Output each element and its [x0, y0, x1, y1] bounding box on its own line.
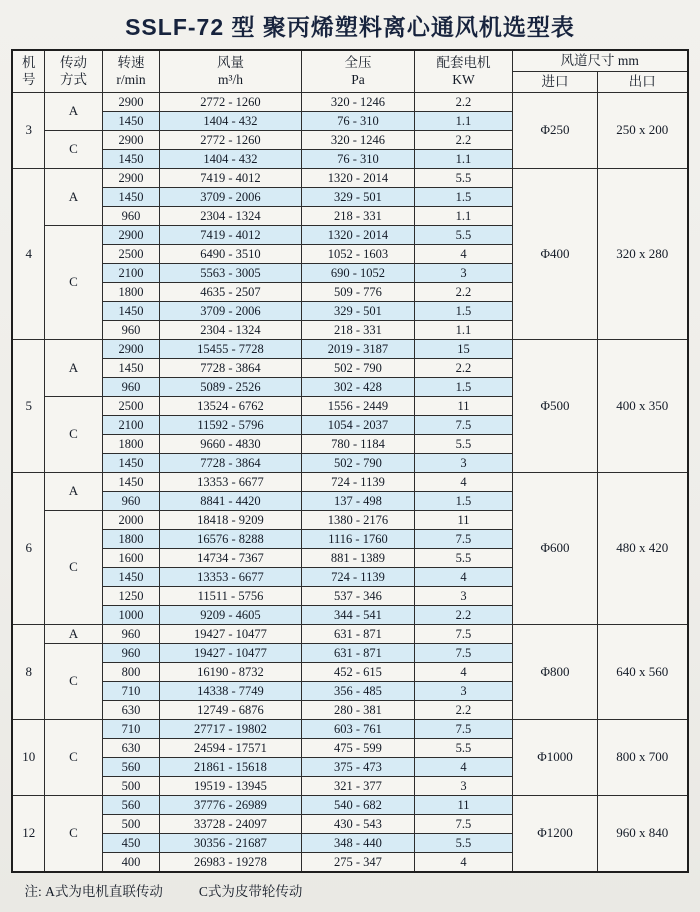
speed-cell: 2500 [102, 396, 159, 415]
airflow-cell: 9660 - 4830 [159, 434, 301, 453]
airflow-cell: 19427 - 10477 [159, 624, 301, 643]
machine-no-cell: 5 [12, 339, 44, 472]
pressure-cell: 76 - 310 [301, 149, 414, 168]
speed-cell: 2100 [102, 263, 159, 282]
airflow-cell: 19427 - 10477 [159, 643, 301, 662]
airflow-cell: 2772 - 1260 [159, 92, 301, 111]
pressure-cell: 502 - 790 [301, 453, 414, 472]
pressure-cell: 218 - 331 [301, 206, 414, 225]
pressure-cell: 509 - 776 [301, 282, 414, 301]
speed-cell: 450 [102, 833, 159, 852]
pressure-cell: 1052 - 1603 [301, 244, 414, 263]
footnote-mode-a: A式为电机直联传动 [45, 883, 163, 899]
speed-cell: 2900 [102, 339, 159, 358]
pressure-cell: 1380 - 2176 [301, 510, 414, 529]
machine-no-cell: 12 [12, 795, 44, 872]
pressure-cell: 1320 - 2014 [301, 225, 414, 244]
speed-cell: 1450 [102, 111, 159, 130]
airflow-cell: 1404 - 432 [159, 149, 301, 168]
pressure-cell: 631 - 871 [301, 624, 414, 643]
machine-no-cell: 4 [12, 168, 44, 339]
speed-cell: 1450 [102, 567, 159, 586]
airflow-cell: 1404 - 432 [159, 111, 301, 130]
speed-cell: 1000 [102, 605, 159, 624]
motor-kw-cell: 11 [414, 510, 512, 529]
speed-cell: 560 [102, 795, 159, 814]
airflow-cell: 30356 - 21687 [159, 833, 301, 852]
motor-kw-cell: 2.2 [414, 605, 512, 624]
pressure-cell: 375 - 473 [301, 757, 414, 776]
footnote [13, 880, 688, 900]
airflow-cell: 7728 - 3864 [159, 358, 301, 377]
airflow-cell: 24594 - 17571 [159, 738, 301, 757]
motor-kw-cell: 3 [414, 263, 512, 282]
motor-kw-cell: 4 [414, 757, 512, 776]
motor-kw-cell: 5.5 [414, 833, 512, 852]
inlet-size-cell: Φ1000 [512, 719, 597, 795]
airflow-cell: 11511 - 5756 [159, 586, 301, 605]
motor-kw-cell: 2.2 [414, 358, 512, 377]
header-motor [414, 50, 512, 93]
drive-mode-cell: C [44, 643, 102, 719]
pressure-cell: 537 - 346 [301, 586, 414, 605]
pressure-cell: 502 - 790 [301, 358, 414, 377]
pressure-cell: 320 - 1246 [301, 92, 414, 111]
motor-kw-cell: 5.5 [414, 434, 512, 453]
motor-kw-cell: 7.5 [414, 415, 512, 434]
speed-cell: 1800 [102, 434, 159, 453]
speed-cell: 2900 [102, 168, 159, 187]
speed-cell: 800 [102, 662, 159, 681]
motor-kw-cell: 1.1 [414, 111, 512, 130]
motor-kw-cell: 4 [414, 244, 512, 263]
speed-cell: 400 [102, 852, 159, 872]
footnote-mode-c: C式为皮带轮传动 [198, 883, 303, 899]
pressure-cell: 218 - 331 [301, 320, 414, 339]
airflow-cell: 2304 - 1324 [159, 206, 301, 225]
table-row [12, 795, 687, 814]
speed-cell: 1250 [102, 586, 159, 605]
airflow-cell: 6490 - 3510 [159, 244, 301, 263]
speed-cell: 960 [102, 624, 159, 643]
footnote-prefix: 注: [24, 883, 42, 899]
pressure-cell: 475 - 599 [301, 738, 414, 757]
header-speed-label: 转速 [117, 54, 145, 70]
motor-kw-cell: 1.5 [414, 491, 512, 510]
motor-kw-cell: 7.5 [414, 624, 512, 643]
speed-cell: 500 [102, 776, 159, 795]
airflow-cell: 9209 - 4605 [159, 605, 301, 624]
pressure-cell: 137 - 498 [301, 491, 414, 510]
header-pressure [301, 50, 414, 93]
pressure-cell: 329 - 501 [301, 301, 414, 320]
table-row [12, 339, 687, 358]
motor-kw-cell: 1.1 [414, 320, 512, 339]
airflow-cell: 37776 - 26989 [159, 795, 301, 814]
fan-selection-table [11, 49, 688, 873]
outlet-size-cell: 400 x 350 [597, 339, 687, 472]
header-duct-size: 风道尺寸 mm [512, 50, 687, 72]
airflow-cell: 16576 - 8288 [159, 529, 301, 548]
drive-mode-cell: C [44, 396, 102, 472]
pressure-cell: 724 - 1139 [301, 472, 414, 491]
motor-kw-cell: 1.5 [414, 187, 512, 206]
pressure-cell: 780 - 1184 [301, 434, 414, 453]
speed-cell: 2900 [102, 225, 159, 244]
motor-kw-cell: 1.1 [414, 149, 512, 168]
speed-cell: 710 [102, 719, 159, 738]
drive-mode-cell: C [44, 795, 102, 872]
airflow-cell: 15455 - 7728 [159, 339, 301, 358]
drive-mode-cell: A [44, 339, 102, 396]
machine-no-cell: 10 [12, 719, 44, 795]
pressure-cell: 631 - 871 [301, 643, 414, 662]
speed-cell: 2900 [102, 92, 159, 111]
header-inlet: 进口 [512, 71, 597, 92]
drive-mode-cell: C [44, 225, 102, 339]
pressure-cell: 603 - 761 [301, 719, 414, 738]
motor-kw-cell: 7.5 [414, 814, 512, 833]
machine-no-cell: 6 [12, 472, 44, 624]
drive-mode-cell: C [44, 510, 102, 624]
pressure-cell: 540 - 682 [301, 795, 414, 814]
pressure-cell: 430 - 543 [301, 814, 414, 833]
motor-kw-cell: 3 [414, 776, 512, 795]
pressure-cell: 329 - 501 [301, 187, 414, 206]
airflow-cell: 13353 - 6677 [159, 567, 301, 586]
motor-kw-cell: 2.2 [414, 92, 512, 111]
airflow-cell: 14734 - 7367 [159, 548, 301, 567]
outlet-size-cell: 800 x 700 [597, 719, 687, 795]
motor-kw-cell: 2.2 [414, 282, 512, 301]
pressure-cell: 302 - 428 [301, 377, 414, 396]
inlet-size-cell: Φ600 [512, 472, 597, 624]
outlet-size-cell: 960 x 840 [597, 795, 687, 872]
speed-cell: 960 [102, 643, 159, 662]
header-drive-mode-line1: 传动 [59, 54, 87, 70]
speed-cell: 1450 [102, 301, 159, 320]
motor-kw-cell: 4 [414, 472, 512, 491]
table-row [12, 168, 687, 187]
airflow-cell: 5089 - 2526 [159, 377, 301, 396]
motor-kw-cell: 7.5 [414, 719, 512, 738]
pressure-cell: 2019 - 3187 [301, 339, 414, 358]
pressure-cell: 1116 - 1760 [301, 529, 414, 548]
airflow-cell: 19519 - 13945 [159, 776, 301, 795]
speed-cell: 2000 [102, 510, 159, 529]
speed-cell: 2900 [102, 130, 159, 149]
motor-kw-cell: 11 [414, 795, 512, 814]
speed-cell: 960 [102, 206, 159, 225]
airflow-cell: 18418 - 9209 [159, 510, 301, 529]
table-row [12, 92, 687, 111]
pressure-cell: 76 - 310 [301, 111, 414, 130]
motor-kw-cell: 5.5 [414, 738, 512, 757]
header-drive-mode-line2: 方式 [59, 72, 87, 88]
motor-kw-cell: 5.5 [414, 225, 512, 244]
machine-no-cell: 3 [12, 92, 44, 168]
speed-cell: 960 [102, 491, 159, 510]
header-speed [102, 50, 159, 93]
airflow-cell: 7728 - 3864 [159, 453, 301, 472]
header-drive-mode [44, 50, 102, 93]
pressure-cell: 452 - 615 [301, 662, 414, 681]
airflow-cell: 8841 - 4420 [159, 491, 301, 510]
table-body [12, 92, 687, 872]
outlet-size-cell: 320 x 280 [597, 168, 687, 339]
pressure-cell: 348 - 440 [301, 833, 414, 852]
airflow-cell: 7419 - 4012 [159, 225, 301, 244]
machine-no-cell: 8 [12, 624, 44, 719]
airflow-cell: 2772 - 1260 [159, 130, 301, 149]
airflow-cell: 7419 - 4012 [159, 168, 301, 187]
speed-cell: 630 [102, 738, 159, 757]
header-outlet: 出口 [597, 71, 687, 92]
speed-cell: 710 [102, 681, 159, 700]
airflow-cell: 3709 - 2006 [159, 187, 301, 206]
airflow-cell: 13353 - 6677 [159, 472, 301, 491]
pressure-cell: 1556 - 2449 [301, 396, 414, 415]
drive-mode-cell: C [44, 719, 102, 795]
motor-kw-cell: 2.2 [414, 700, 512, 719]
inlet-size-cell: Φ400 [512, 168, 597, 339]
header-speed-unit: r/min [116, 72, 146, 88]
header-airflow-unit: m³/h [217, 72, 244, 88]
speed-cell: 630 [102, 700, 159, 719]
motor-kw-cell: 4 [414, 662, 512, 681]
airflow-cell: 26983 - 19278 [159, 852, 301, 872]
speed-cell: 500 [102, 814, 159, 833]
inlet-size-cell: Φ500 [512, 339, 597, 472]
motor-kw-cell: 4 [414, 567, 512, 586]
header-machine-no-line1: 机 [21, 54, 36, 70]
pressure-cell: 280 - 381 [301, 700, 414, 719]
page-title: SSLF-72 型 聚丙烯塑料离心通风机选型表 [125, 14, 575, 40]
header-row-1 [12, 50, 687, 72]
header-pressure-label: 全压 [344, 54, 372, 70]
drive-mode-cell: A [44, 472, 102, 510]
speed-cell: 960 [102, 377, 159, 396]
speed-cell: 1450 [102, 358, 159, 377]
inlet-size-cell: Φ1200 [512, 795, 597, 872]
speed-cell: 2500 [102, 244, 159, 263]
motor-kw-cell: 1.5 [414, 377, 512, 396]
pressure-cell: 344 - 541 [301, 605, 414, 624]
motor-kw-cell: 2.2 [414, 130, 512, 149]
drive-mode-cell: A [44, 624, 102, 643]
pressure-cell: 1054 - 2037 [301, 415, 414, 434]
motor-kw-cell: 7.5 [414, 529, 512, 548]
speed-cell: 1450 [102, 453, 159, 472]
motor-kw-cell: 3 [414, 586, 512, 605]
motor-kw-cell: 11 [414, 396, 512, 415]
pressure-cell: 321 - 377 [301, 776, 414, 795]
header-airflow [159, 50, 301, 93]
pressure-cell: 275 - 347 [301, 852, 414, 872]
header-motor-unit: KW [452, 72, 475, 88]
airflow-cell: 3709 - 2006 [159, 301, 301, 320]
outlet-size-cell: 480 x 420 [597, 472, 687, 624]
table-row [12, 719, 687, 738]
motor-kw-cell: 3 [414, 681, 512, 700]
motor-kw-cell: 15 [414, 339, 512, 358]
speed-cell: 560 [102, 757, 159, 776]
airflow-cell: 11592 - 5796 [159, 415, 301, 434]
pressure-cell: 724 - 1139 [301, 567, 414, 586]
speed-cell: 1450 [102, 149, 159, 168]
motor-kw-cell: 3 [414, 453, 512, 472]
pressure-cell: 881 - 1389 [301, 548, 414, 567]
motor-kw-cell: 7.5 [414, 643, 512, 662]
motor-kw-cell: 1.1 [414, 206, 512, 225]
header-airflow-label: 风量 [216, 54, 244, 70]
speed-cell: 1450 [102, 472, 159, 491]
motor-kw-cell: 5.5 [414, 168, 512, 187]
airflow-cell: 12749 - 6876 [159, 700, 301, 719]
airflow-cell: 27717 - 19802 [159, 719, 301, 738]
table-row [12, 624, 687, 643]
inlet-size-cell: Φ250 [512, 92, 597, 168]
airflow-cell: 4635 - 2507 [159, 282, 301, 301]
airflow-cell: 21861 - 15618 [159, 757, 301, 776]
speed-cell: 1450 [102, 187, 159, 206]
header-pressure-unit: Pa [351, 72, 365, 88]
motor-kw-cell: 1.5 [414, 301, 512, 320]
outlet-size-cell: 250 x 200 [597, 92, 687, 168]
pressure-cell: 320 - 1246 [301, 130, 414, 149]
table-header [12, 50, 687, 93]
speed-cell: 960 [102, 320, 159, 339]
table-row [12, 472, 687, 491]
airflow-cell: 13524 - 6762 [159, 396, 301, 415]
airflow-cell: 33728 - 24097 [159, 814, 301, 833]
speed-cell: 1800 [102, 529, 159, 548]
speed-cell: 1600 [102, 548, 159, 567]
inlet-size-cell: Φ800 [512, 624, 597, 719]
drive-mode-cell: A [44, 168, 102, 225]
airflow-cell: 16190 - 8732 [159, 662, 301, 681]
header-motor-label: 配套电机 [436, 54, 491, 70]
outlet-size-cell: 640 x 560 [597, 624, 687, 719]
airflow-cell: 2304 - 1324 [159, 320, 301, 339]
pressure-cell: 356 - 485 [301, 681, 414, 700]
drive-mode-cell: A [44, 92, 102, 130]
drive-mode-cell: C [44, 130, 102, 168]
motor-kw-cell: 4 [414, 852, 512, 872]
pressure-cell: 1320 - 2014 [301, 168, 414, 187]
speed-cell: 1800 [102, 282, 159, 301]
header-machine-no [12, 50, 44, 93]
airflow-cell: 14338 - 7749 [159, 681, 301, 700]
speed-cell: 2100 [102, 415, 159, 434]
pressure-cell: 690 - 1052 [301, 263, 414, 282]
motor-kw-cell: 5.5 [414, 548, 512, 567]
header-machine-no-line2: 号 [21, 72, 36, 88]
airflow-cell: 5563 - 3005 [159, 263, 301, 282]
